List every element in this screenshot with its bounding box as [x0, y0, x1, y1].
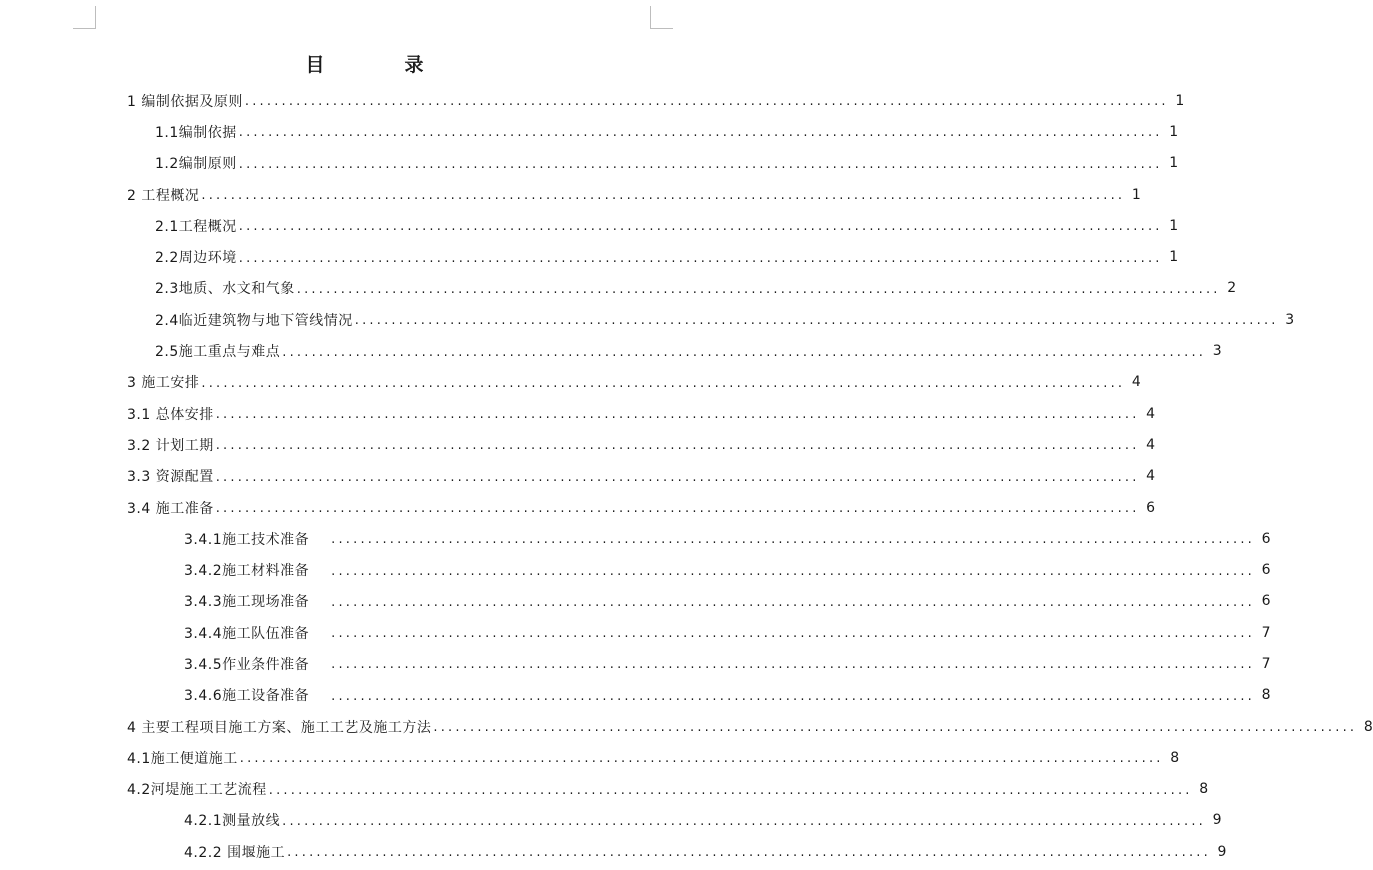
toc-entry-page-number: 1 — [1169, 155, 1179, 172]
toc-dot-leader: .............................................................................................................................. — [268, 782, 1193, 798]
toc-title: 目 录 — [305, 54, 427, 76]
toc-entry-page-number: 1 — [1131, 186, 1142, 203]
toc-entry[interactable] — [0, 836, 1227, 867]
toc-entry-page-number: 1 — [1175, 92, 1185, 109]
toc-dot-leader: .............................................................................................................................. — [239, 751, 1164, 767]
toc-dot-leader: .............................................................................................................................. — [238, 156, 1163, 172]
toc-entry[interactable] — [0, 805, 1222, 836]
toc-dot-leader: .............................................................................................................................. — [238, 219, 1163, 235]
toc-dot-leader: .............................................................................................................................. — [433, 720, 1358, 736]
toc-dot-leader: .............................................................................................................................. — [215, 438, 1140, 454]
toc-entry-page-number: 6 — [1261, 593, 1271, 610]
toc-entry[interactable] — [0, 774, 1209, 805]
toc-dot-leader: .............................................................................................................................. — [296, 281, 1221, 297]
toc-dot-leader: .............................................................................................................................. — [201, 375, 1126, 391]
toc-entry-label: 4 主要工程项目施工方案、施工工艺及施工方法 — [127, 719, 432, 736]
toc-entry-page-number: 6 — [1261, 530, 1271, 547]
toc-entry[interactable] — [0, 398, 1156, 429]
toc-entry[interactable] — [0, 586, 1271, 617]
toc-dot-leader: .............................................................................................................................. — [215, 469, 1140, 485]
toc-dot-leader: .............................................................................................................................. — [215, 501, 1140, 516]
toc-dot-leader: .............................................................................................................................. — [287, 845, 1211, 861]
toc-entry[interactable] — [0, 148, 1179, 179]
toc-entry-page-number: 7 — [1261, 624, 1271, 641]
toc-entry-label: 2.4临近建筑物与地下管线情况 — [155, 312, 353, 329]
toc-entry-page-number: 8 — [1199, 781, 1209, 798]
toc-entry-label: 2 工程概况 — [127, 187, 200, 204]
toc-dot-leader: .............................................................................................................................. — [215, 407, 1140, 423]
toc-entry-page-number: 2 — [1227, 280, 1237, 297]
toc-entry[interactable] — [0, 116, 1179, 147]
toc-dot-leader: .............................................................................................................................. — [331, 688, 1255, 704]
toc-dot-leader: .............................................................................................................................. — [331, 657, 1255, 673]
toc-entry[interactable] — [0, 742, 1180, 773]
toc-entry-page-number: 9 — [1212, 812, 1222, 829]
toc-dot-leader: .............................................................................................................................. — [331, 532, 1255, 548]
toc-entry-label: 1 编制依据及原则 — [127, 93, 243, 110]
toc-entry-page-number: 4 — [1146, 436, 1156, 453]
toc-entry-page-number: 7 — [1261, 655, 1271, 672]
toc-entry[interactable] — [0, 680, 1271, 711]
toc-entry-label: 2.3地质、水文和气象 — [155, 281, 295, 298]
toc-dot-leader: .............................................................................................................................. — [238, 250, 1163, 266]
toc-entry[interactable] — [0, 85, 1185, 116]
toc-entry-page-number: 8 — [1170, 749, 1180, 766]
toc-entry[interactable] — [0, 241, 1179, 272]
toc-entry[interactable] — [0, 617, 1271, 648]
toc-entry-page-number: 4 — [1131, 374, 1142, 391]
toc-entry[interactable] — [0, 179, 1142, 210]
toc-dot-leader: .............................................................................................................................. — [331, 594, 1255, 610]
toc-entry-page-number: 6 — [1146, 499, 1156, 516]
toc-entry[interactable] — [0, 492, 1156, 523]
toc-entry[interactable] — [0, 273, 1237, 304]
toc-entry-page-number: 6 — [1261, 562, 1271, 579]
toc-entry[interactable] — [0, 304, 1295, 335]
toc-entry[interactable] — [0, 554, 1271, 585]
toc-entry-label: 3.3 资源配置 — [127, 469, 214, 486]
toc-entry-page-number: 4 — [1146, 405, 1156, 422]
toc-entry-label: 4.1施工便道施工 — [127, 750, 238, 767]
toc-entry-label: 4.2河堤施工工艺流程 — [127, 782, 267, 799]
toc-dot-leader: .............................................................................................................................. — [244, 94, 1169, 110]
toc-entry-page-number: 3 — [1285, 311, 1295, 328]
toc-entry-label: 3.4.4施工队伍准备 — [184, 625, 310, 642]
table-of-contents — [0, 85, 1373, 867]
toc-entry-label: 3.4.5作业条件准备 — [184, 656, 310, 673]
toc-entry-label: 2.1工程概况 — [155, 218, 237, 235]
toc-entry-label: 3.4.2施工材料准备 — [184, 563, 310, 580]
toc-entry-label: 3.4.1施工技术准备 — [184, 531, 310, 548]
toc-entry-label: 3.4 施工准备 — [127, 500, 214, 517]
toc-entry[interactable] — [0, 429, 1156, 460]
toc-entry[interactable] — [0, 461, 1156, 492]
toc-entry-label: 3.4.6施工设备准备 — [184, 688, 310, 705]
toc-entry[interactable] — [0, 335, 1223, 366]
toc-entry-page-number: 1 — [1169, 217, 1179, 234]
toc-entry-label: 3.1 总体安排 — [127, 406, 214, 423]
toc-entry-page-number: 4 — [1146, 468, 1156, 485]
toc-entry-label: 3.4.3施工现场准备 — [184, 594, 310, 611]
toc-entry-page-number: 8 — [1261, 687, 1271, 704]
toc-entry-label: 2.2周边环境 — [155, 250, 237, 267]
toc-entry-label: 2.5施工重点与难点 — [155, 344, 281, 361]
toc-entry-label: 1.1编制依据 — [155, 124, 237, 141]
toc-entry-page-number: 1 — [1169, 123, 1179, 140]
toc-entry-label: 3.2 计划工期 — [127, 437, 214, 454]
toc-dot-leader: .............................................................................................................................. — [282, 813, 1206, 829]
toc-dot-leader: .............................................................................................................................. — [331, 626, 1255, 642]
toc-entry-page-number: 1 — [1169, 249, 1179, 266]
toc-entry-page-number: 8 — [1363, 718, 1373, 735]
toc-entry-label: 3 施工安排 — [127, 375, 200, 392]
toc-entry[interactable] — [0, 210, 1179, 241]
toc-dot-leader: .............................................................................................................................. — [282, 344, 1207, 360]
crop-mark-top-left — [73, 6, 96, 29]
toc-dot-leader: .............................................................................................................................. — [201, 188, 1126, 204]
toc-entry-page-number: 3 — [1212, 343, 1223, 360]
toc-entry-label: 1.2编制原则 — [155, 156, 237, 173]
toc-entry-label: 4.2.1测量放线 — [184, 813, 281, 830]
toc-entry-page-number: 9 — [1217, 843, 1227, 860]
toc-dot-leader: .............................................................................................................................. — [354, 313, 1279, 329]
toc-entry[interactable] — [0, 367, 1142, 398]
toc-entry[interactable] — [0, 711, 1373, 742]
toc-dot-leader: .............................................................................................................................. — [331, 563, 1255, 579]
crop-mark-top-right — [650, 6, 673, 29]
toc-entry[interactable] — [0, 648, 1271, 679]
toc-entry-label: 4.2.2 围堰施工 — [184, 844, 286, 861]
toc-dot-leader: .............................................................................................................................. — [238, 125, 1163, 141]
toc-entry[interactable] — [0, 523, 1271, 554]
